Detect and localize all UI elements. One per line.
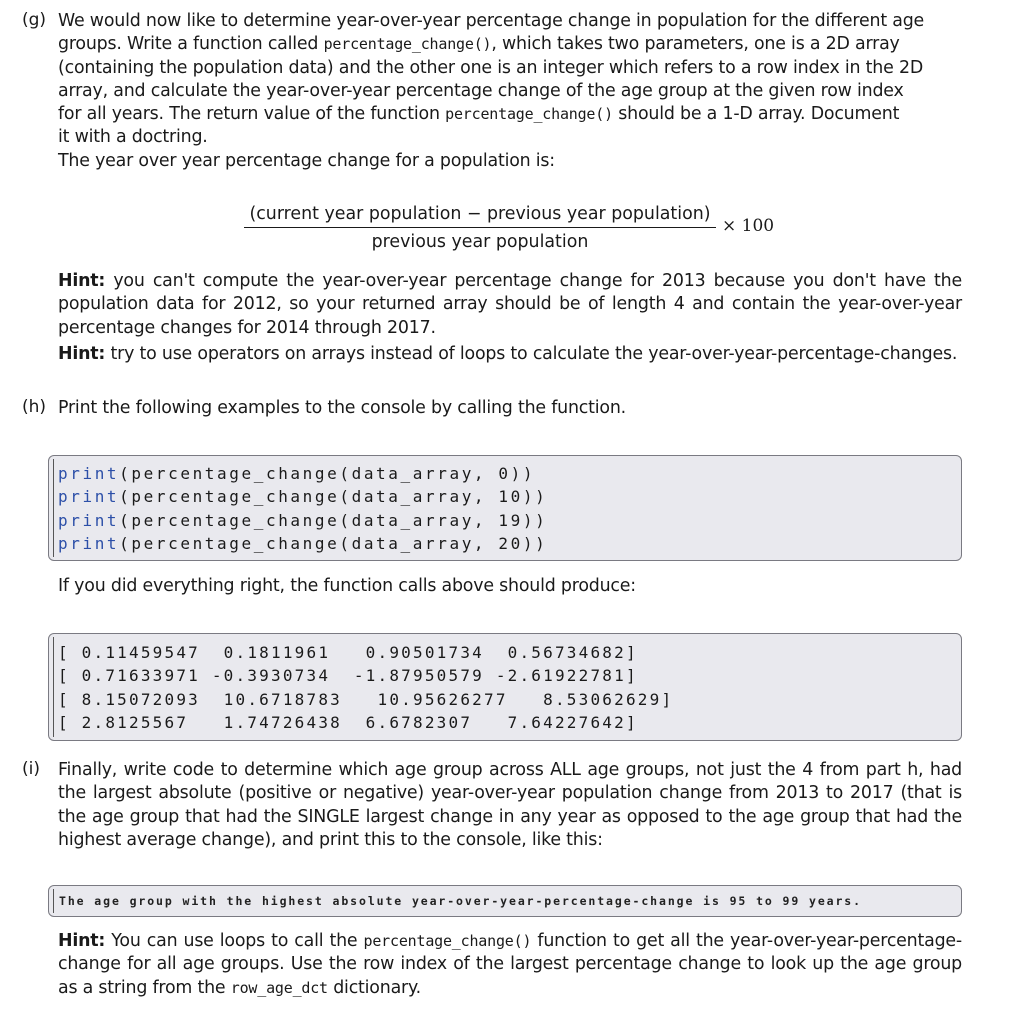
- part-i: [22, 759, 962, 852]
- output-line: [ 8.15072093 10.6718783 10.95626277 8.53062629]: [58, 689, 674, 709]
- output-line: [ 0.71633971 -0.3930734 -1.87950579 -2.61922781]: [58, 666, 638, 686]
- code-block-print-calls: [48, 455, 962, 561]
- print-keyword: print: [58, 464, 120, 483]
- print-keyword: print: [58, 533, 120, 553]
- part-g-line-5: for all years. The return value of the function percentage_change() should be a 1-D array. Document: [58, 104, 900, 125]
- formula-denominator: previous year population: [371, 232, 589, 252]
- part-h-text: Print the following examples to the console by calling the function.: [58, 398, 626, 418]
- hint-label: Hint:: [58, 343, 106, 364]
- percentage-formula: [244, 202, 824, 254]
- part-h: [22, 397, 962, 420]
- hint-label: Hint:: [58, 271, 106, 291]
- fraction-bar: [244, 227, 716, 228]
- part-g-hints: [22, 270, 962, 366]
- formula-times-100: × 100: [722, 216, 775, 236]
- hint-label: Hint:: [58, 931, 106, 951]
- hint-text: try to use operators on arrays instead of loops to calculate the year-over-year-percentage-changes.: [105, 343, 958, 364]
- part-g-text: [58, 10, 962, 173]
- part-h-result-intro: If you did everything right, the function calls above should produce:: [58, 576, 636, 596]
- console-output: The age group with the highest absolute year-over-year-percentage-change is 95 to 99 years.: [59, 894, 862, 908]
- inline-code: percentage_change(): [323, 35, 492, 54]
- part-g-label: (g): [22, 10, 47, 30]
- formula-intro: The year over year percentage change for a population is:: [58, 150, 555, 171]
- formula-numerator: (current year population − previous year population): [249, 204, 711, 224]
- inline-code: percentage_change(): [445, 105, 613, 124]
- part-g-line-2: groups. Write a function called percentage_change(), which takes two parameters, one is a 2D array: [58, 34, 900, 55]
- part-h-label: (h): [22, 397, 47, 417]
- part-g: [22, 10, 962, 173]
- code-line: print(percentage_change(data_array, 10)): [58, 487, 548, 507]
- inline-code: row_age_dct: [230, 978, 328, 997]
- part-i-label: (i): [22, 759, 40, 779]
- print-keyword: print: [58, 510, 120, 530]
- part-g-line-1: We would now like to determine year-over-year percentage change in population for the different age: [58, 11, 925, 31]
- print-keyword: print: [58, 487, 120, 507]
- part-i-hint: Hint: You can use loops to call the percentage_change() function to get all the year-over-year-percentage-change for all age groups. Use the row index of the largest percentage change to look up the age group as a string from the row_age_dct dictionary.: [58, 931, 962, 998]
- part-g-line-6: it with a doctring.: [58, 127, 208, 148]
- code-line: print(percentage_change(data_array, 20)): [58, 533, 548, 553]
- code-block-output: [48, 633, 962, 741]
- code-line: print(percentage_change(data_array, 19)): [58, 510, 548, 530]
- part-g-line-3: (containing the population data) and the other one is an integer which refers to a row index in the 2D: [58, 57, 924, 78]
- inline-code: percentage_change(): [363, 932, 532, 950]
- hint-1: [58, 270, 962, 340]
- output-line: [ 0.11459547 0.1811961 0.90501734 0.56734682]: [58, 643, 638, 662]
- code-block-console-line: [48, 885, 962, 917]
- hint-text: you can't compute the year-over-year percentage change for 2013 because you don't have the population data for 2012, so your returned array should be of length 4 and contain the year-over-year percentage changes for 2014 through 2017.: [58, 271, 962, 338]
- output-line: [ 2.8125567 1.74726438 6.6782307 7.64227642]: [58, 712, 638, 732]
- code-line: print(percentage_change(data_array, 0)): [58, 464, 536, 483]
- part-i-text: Finally, write code to determine which age group across ALL age groups, not just the 4 from part h, had the largest absolute (positive or negative) year-over-year population change from 2013 to 2017 (that is the age group that had the SINGLE largest change in any year as opposed to the age group that had the highest average change), and print this to the console, like this:: [58, 760, 962, 850]
- hint-2: [58, 343, 962, 366]
- part-g-line-4: array, and calculate the year-over-year percentage change of the age group at the given row index: [58, 80, 904, 101]
